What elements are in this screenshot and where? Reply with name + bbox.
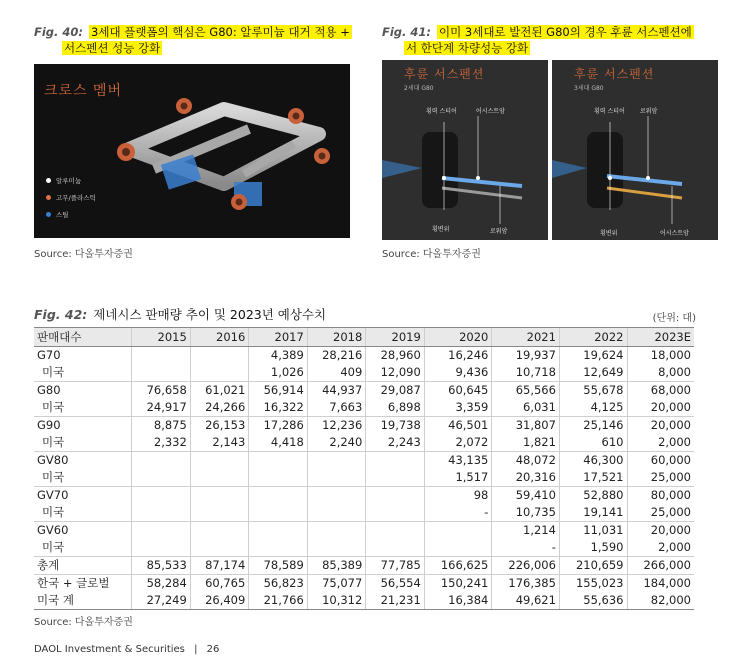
table-cell	[249, 522, 308, 540]
fig41-caption	[382, 24, 712, 56]
table-cell	[132, 522, 191, 540]
table-cell: 2,000	[627, 434, 694, 452]
table-cell: 43,135	[424, 452, 492, 470]
table-cell: 12,090	[366, 364, 425, 382]
row-label: GV70	[37, 488, 69, 502]
row-label: G70	[37, 348, 61, 362]
table-cell: 210,659	[559, 557, 627, 575]
table-row	[34, 417, 694, 435]
table-cell: 78,589	[249, 557, 308, 575]
right-label-lateral: 횡변위	[600, 230, 618, 237]
row-label: G80	[37, 383, 61, 397]
row-label: 미국	[34, 504, 132, 522]
right-label-lower-arm: 로워암	[640, 108, 658, 115]
table-cell: 58,284	[132, 575, 191, 593]
table-cell: -	[492, 539, 560, 557]
table-cell: 98	[424, 487, 492, 505]
table-cell: 8,000	[627, 364, 694, 382]
table-cell: 266,000	[627, 557, 694, 575]
row-label: 미국	[34, 539, 132, 557]
table-cell: 150,241	[424, 575, 492, 593]
table-cell	[249, 487, 308, 505]
table-cell: 1,821	[492, 434, 560, 452]
table-cell: 16,322	[249, 399, 308, 417]
table-cell: 176,385	[492, 575, 560, 593]
table-cell: 2,143	[190, 434, 249, 452]
table-cell: 29,087	[366, 382, 425, 400]
table-cell: 56,554	[366, 575, 425, 593]
table-cell: 12,236	[307, 417, 366, 435]
table-row	[34, 592, 694, 610]
table-row	[34, 575, 694, 593]
row-label: G90	[37, 418, 61, 432]
table-cell: 24,266	[190, 399, 249, 417]
table-cell	[190, 347, 249, 365]
table-header-year: 2018	[307, 328, 366, 347]
table-cell: 55,678	[559, 382, 627, 400]
table-cell	[307, 504, 366, 522]
table-cell: 61,021	[190, 382, 249, 400]
table-cell	[190, 522, 249, 540]
fig40-label: Fig. 40:	[34, 25, 84, 39]
table-cell: 2,072	[424, 434, 492, 452]
table-cell	[424, 539, 492, 557]
table-cell: 9,436	[424, 364, 492, 382]
row-label: 미국	[34, 399, 132, 417]
table-cell: 31,807	[492, 417, 560, 435]
table-cell: 10,312	[307, 592, 366, 610]
row-label: 한국 + 글로벌	[37, 576, 110, 590]
table-cell	[190, 539, 249, 557]
table-cell: 19,624	[559, 347, 627, 365]
legend-rubber: 고무/플라스틱	[56, 194, 96, 202]
legend-steel-dot	[46, 212, 51, 217]
table-cell	[249, 469, 308, 487]
table-cell	[307, 522, 366, 540]
table-cell	[366, 522, 425, 540]
table-cell: 85,533	[132, 557, 191, 575]
table-row	[34, 487, 694, 505]
fig40-title-line1: 3세대 플랫폼의 핵심은 G80: 알루미늄 대거 적용 +	[91, 25, 350, 39]
table-cell: 24,917	[132, 399, 191, 417]
table-cell	[190, 504, 249, 522]
table-unit: (단위: 대)	[652, 313, 696, 324]
table-cell: 48,072	[492, 452, 560, 470]
table-header-year: 2016	[190, 328, 249, 347]
right-label-steer: 횡력 스티어	[594, 108, 625, 115]
table-row	[34, 399, 694, 417]
row-label: 미국 계	[34, 592, 132, 610]
table-cell: 59,410	[492, 487, 560, 505]
table-cell: 16,384	[424, 592, 492, 610]
row-label: GV80	[37, 453, 69, 467]
table-cell: 27,249	[132, 592, 191, 610]
table-cell: 3,359	[424, 399, 492, 417]
fig42-title: 제네시스 판매량 추이 및 2023년 예상수치	[93, 307, 327, 322]
table-row	[34, 347, 694, 365]
table-cell: 6,031	[492, 399, 560, 417]
table-header-year: 2023E	[627, 328, 694, 347]
table-cell: 184,000	[627, 575, 694, 593]
table-cell: 20,316	[492, 469, 560, 487]
table-row	[34, 434, 694, 452]
rear-suspension-photo	[382, 60, 718, 240]
table-cell: 1,517	[424, 469, 492, 487]
page-footer	[34, 644, 219, 655]
table-cell	[366, 539, 425, 557]
legend-aluminum-dot	[46, 178, 51, 183]
right-panel-subtitle: 3세대 G80	[574, 85, 604, 92]
table-cell: 25,000	[627, 469, 694, 487]
fig41-source: Source: 다올투자증권	[382, 249, 481, 260]
table-cell: 17,286	[249, 417, 308, 435]
table-cell: 226,006	[492, 557, 560, 575]
table-cell: 80,000	[627, 487, 694, 505]
table-cell: 60,765	[190, 575, 249, 593]
table-cell: 11,031	[559, 522, 627, 540]
table-cell	[132, 469, 191, 487]
table-cell: 20,000	[627, 522, 694, 540]
table-cell: 46,501	[424, 417, 492, 435]
fig42-label: Fig. 42:	[34, 307, 88, 322]
footer-separator: |	[194, 644, 198, 655]
table-cell: 17,521	[559, 469, 627, 487]
table-cell: 68,000	[627, 382, 694, 400]
table-cell: 2,243	[366, 434, 425, 452]
table-header-year: 2019	[366, 328, 425, 347]
table-cell	[307, 539, 366, 557]
table-cell: 56,823	[249, 575, 308, 593]
left-label-assist-arm: 어시스트암	[476, 108, 505, 115]
cross-member-title: 크로스 멤버	[44, 83, 123, 99]
subframe-illustration	[34, 64, 350, 238]
table-cell: 155,023	[559, 575, 627, 593]
table-cell: 12,649	[559, 364, 627, 382]
table-cell	[307, 487, 366, 505]
fig41-title-line2: 서 한단계 차량성능 강화	[406, 41, 529, 55]
table-cell	[190, 364, 249, 382]
left-panel-subtitle: 2세대 G80	[404, 85, 434, 92]
table-cell	[132, 452, 191, 470]
table-cell: 10,718	[492, 364, 560, 382]
table-cell: 7,663	[307, 399, 366, 417]
row-label: 미국	[34, 364, 132, 382]
table-cell: 1,026	[249, 364, 308, 382]
table-cell: 60,000	[627, 452, 694, 470]
fig40-source: Source: 다올투자증권	[34, 249, 133, 260]
table-cell: 2,240	[307, 434, 366, 452]
table-cell: 166,625	[424, 557, 492, 575]
fig40-title-line2: 서스펜션 성능 강화	[64, 41, 161, 55]
table-cell: 8,875	[132, 417, 191, 435]
table-cell: 25,000	[627, 504, 694, 522]
table-header-row	[34, 328, 694, 347]
table-cell: 56,914	[249, 382, 308, 400]
table-cell	[132, 504, 191, 522]
table-cell: 16,246	[424, 347, 492, 365]
table-row	[34, 557, 694, 575]
fig41-title-line1: 이미 3세대로 발전된 G80의 경우 후륜 서스펜션에	[439, 25, 692, 39]
table-cell: 28,216	[307, 347, 366, 365]
table-cell	[424, 522, 492, 540]
table-cell	[249, 452, 308, 470]
footer-company: DAOL Investment & Securities	[34, 644, 185, 655]
table-cell: 26,409	[190, 592, 249, 610]
table-cell: -	[424, 504, 492, 522]
table-cell: 4,418	[249, 434, 308, 452]
table-cell: 20,000	[627, 417, 694, 435]
table-cell	[307, 469, 366, 487]
table-cell: 82,000	[627, 592, 694, 610]
table-cell: 55,636	[559, 592, 627, 610]
row-label: 미국	[34, 434, 132, 452]
table-cell: 76,658	[132, 382, 191, 400]
row-label: GV60	[37, 523, 69, 537]
right-panel-title: 후륜 서스펜션	[574, 67, 655, 81]
table-cell	[190, 452, 249, 470]
table-cell: 1,214	[492, 522, 560, 540]
table-cell: 610	[559, 434, 627, 452]
table-cell: 44,937	[307, 382, 366, 400]
table-row	[34, 522, 694, 540]
table-body	[34, 347, 694, 610]
left-label-lower-arm: 로워암	[490, 228, 508, 235]
table-cell: 19,937	[492, 347, 560, 365]
table-cell	[366, 452, 425, 470]
table-cell: 60,645	[424, 382, 492, 400]
table-cell: 6,898	[366, 399, 425, 417]
table-cell	[132, 364, 191, 382]
table-cell: 46,300	[559, 452, 627, 470]
table-row	[34, 539, 694, 557]
table-cell	[132, 347, 191, 365]
page-number: 26	[206, 644, 220, 655]
table-cell	[190, 487, 249, 505]
table-cell: 19,738	[366, 417, 425, 435]
table-cell	[366, 504, 425, 522]
table-row	[34, 382, 694, 400]
row-label: 총계	[34, 557, 132, 575]
table-cell: 28,960	[366, 347, 425, 365]
table-cell: 2,332	[132, 434, 191, 452]
table-cell: 87,174	[190, 557, 249, 575]
table-cell: 52,880	[559, 487, 627, 505]
legend-steel: 스틸	[56, 211, 69, 219]
table-cell: 75,077	[307, 575, 366, 593]
cross-member-photo	[34, 64, 350, 238]
table-cell: 21,231	[366, 592, 425, 610]
table-cell: 20,000	[627, 399, 694, 417]
table-cell: 409	[307, 364, 366, 382]
fig42-source: Source: 다올투자증권	[34, 617, 133, 628]
table-cell: 65,566	[492, 382, 560, 400]
table-cell	[249, 539, 308, 557]
row-label: 미국	[34, 469, 132, 487]
table-cell	[132, 487, 191, 505]
right-label-assist-arm: 어시스트암	[660, 230, 689, 237]
table-cell: 2,000	[627, 539, 694, 557]
table-header-year: 2022	[559, 328, 627, 347]
table-row	[34, 364, 694, 382]
table-cell: 21,766	[249, 592, 308, 610]
table-cell	[249, 504, 308, 522]
table-header-year: 2015	[132, 328, 191, 347]
table-cell: 77,785	[366, 557, 425, 575]
legend-rubber-dot	[46, 195, 51, 200]
table-header-year: 2020	[424, 328, 492, 347]
fig40-caption	[34, 24, 364, 56]
fig42-caption	[34, 307, 326, 323]
table-cell	[366, 487, 425, 505]
genesis-sales-table	[34, 327, 694, 610]
table-cell: 18,000	[627, 347, 694, 365]
table-cell	[132, 539, 191, 557]
table-row	[34, 504, 694, 522]
table-row	[34, 452, 694, 470]
table-cell: 4,125	[559, 399, 627, 417]
left-label-steer: 횡력 스티어	[426, 108, 457, 115]
legend-aluminum: 알루미늄	[56, 177, 82, 185]
table-cell: 85,389	[307, 557, 366, 575]
table-cell: 10,735	[492, 504, 560, 522]
table-cell: 19,141	[559, 504, 627, 522]
table-cell: 4,389	[249, 347, 308, 365]
table-cell	[190, 469, 249, 487]
table-cell	[366, 469, 425, 487]
table-cell: 25,146	[559, 417, 627, 435]
table-header-year: 2021	[492, 328, 560, 347]
left-panel-title: 후륜 서스펜션	[404, 67, 485, 81]
table-row	[34, 469, 694, 487]
fig41-label: Fig. 41:	[382, 25, 432, 39]
left-label-lateral: 횡변위	[432, 226, 450, 233]
table-header-year: 2017	[249, 328, 308, 347]
table-cell	[307, 452, 366, 470]
table-cell: 1,590	[559, 539, 627, 557]
table-header-label: 판매대수	[34, 328, 132, 347]
table-cell: 26,153	[190, 417, 249, 435]
table-cell: 49,621	[492, 592, 560, 610]
